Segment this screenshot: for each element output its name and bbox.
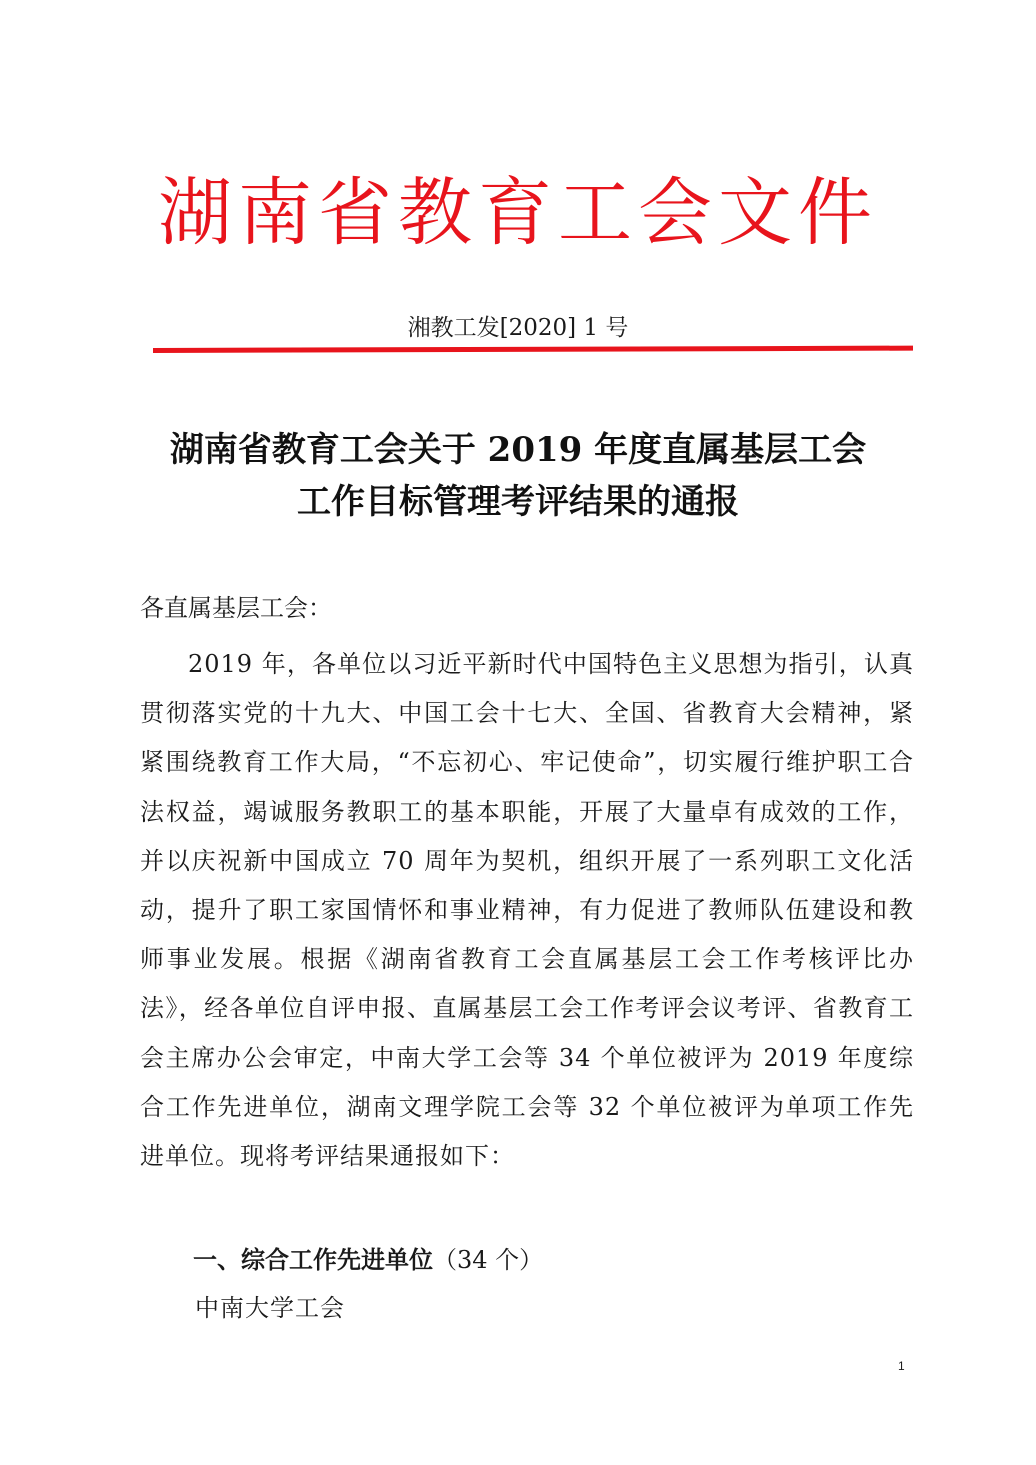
body-paragraph: 2019 年，各单位以习近平新时代中国特色主义思想为指引，认真贯彻落实党的十九大、中国工会十七大、全国、省教育大会精神，紧紧围绕教育工作大局，“不忘初心、牢记使命”，切实履行维护职工合法权益，竭诚服务教职工的基本职能，开展了大量卓有成效的工作，并以庆祝新中国成立 70 周年为契机，组织开展了一系列职工文化活动，提升了职工家国情怀和事业精神，有力促进了教师队伍建设和教师事业发展。根据《湖南省教育工会直属基层工会工作考核评比办法》，经各单位自评申报、直属基层工会工作考评会议考评、省教育工会主席办公会审定，中南大学工会等 34 个单位被评为 2019 年度综合工作先进单位，湖南文理学院工会等 32 个单位被评为单项工作先进单位。现将考评结果通报如下： (140, 650, 914, 1171)
masthead-title: 湖南省教育工会文件 (158, 170, 878, 256)
page-number: 1 (898, 1359, 905, 1373)
list-item: 中南大学工会 (195, 1294, 345, 1322)
section-heading (193, 1240, 543, 1280)
document-title (120, 424, 916, 528)
section-heading-count: （34 个） (433, 1246, 544, 1274)
document-title-line-2: 工作目标管理考评结果的通报 (297, 482, 739, 522)
section-heading-label: 一、综合工作先进单位 (193, 1246, 433, 1274)
document-number: 湘教工发[2020] 1 号 (407, 315, 629, 341)
red-divider-line (153, 346, 913, 353)
salutation: 各直属基层工会： (140, 594, 332, 622)
document-title-line-1: 湖南省教育工会关于 2019 年度直属基层工会 (169, 430, 867, 470)
